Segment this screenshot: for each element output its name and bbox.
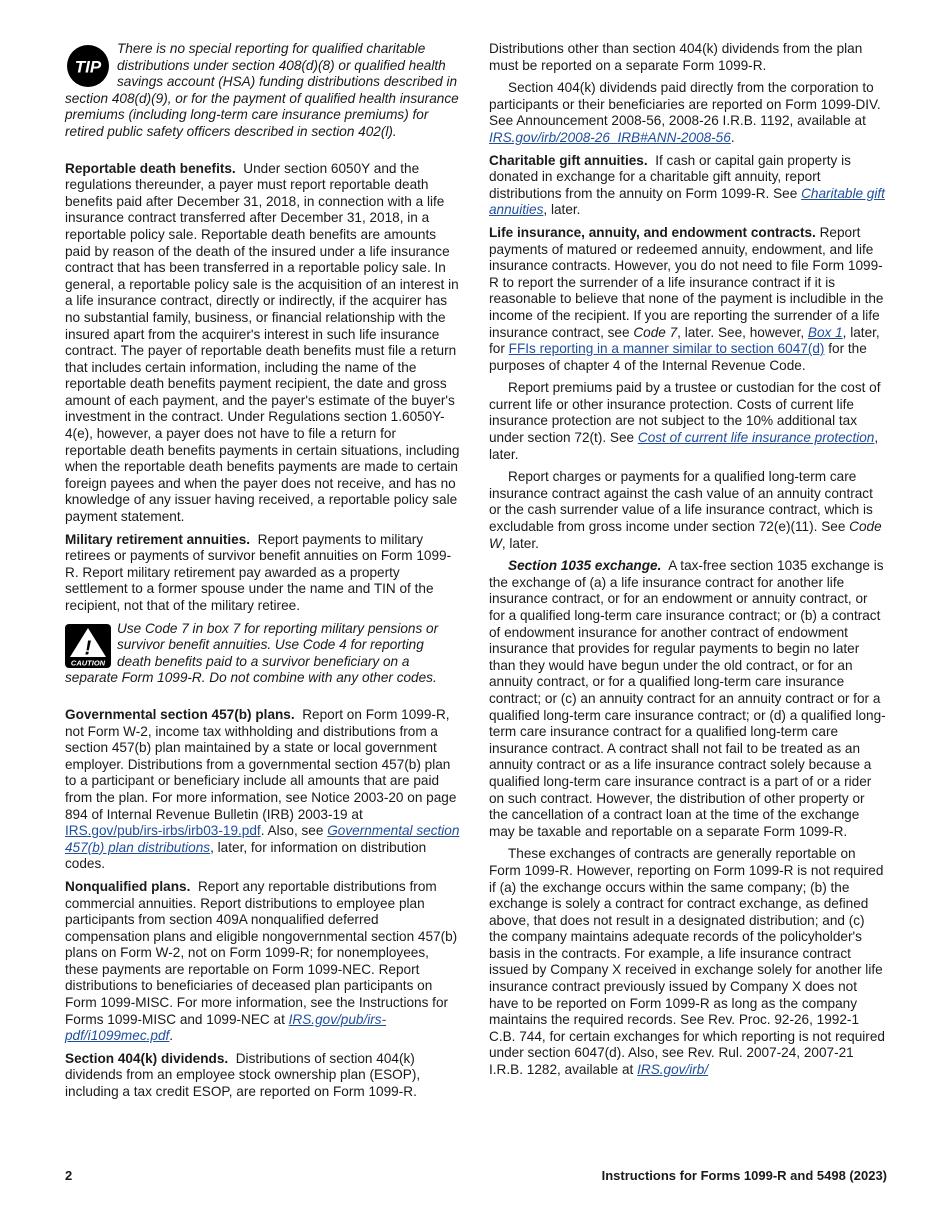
- premiums-text-2: , later.: [489, 430, 879, 462]
- life-insurance-text-3: , later, for: [489, 324, 880, 357]
- nonqualified-plans-heading: Nonqualified plans.: [65, 878, 191, 894]
- caution-icon: [65, 624, 111, 668]
- irs-irb-link[interactable]: IRS.gov/irb/: [637, 1062, 709, 1078]
- dividends-paid-text-2: .: [730, 129, 735, 145]
- governmental-457b-text-2: . Also, see: [260, 823, 328, 839]
- governmental-457b-text-3: , later, for information on distribution codes.: [65, 839, 427, 872]
- nonqualified-plans-paragraph: [65, 879, 460, 1045]
- charitable-gift-text-2: , later.: [543, 202, 581, 218]
- distributions-other-paragraph: Distributions other than section 404(k) dividends from the plan must be reported on a separate Form 1099-R.: [489, 41, 863, 73]
- i1099mec-link[interactable]: IRS.gov/pub/irs-pdf/i1099mec.pdf: [65, 1011, 387, 1044]
- charitable-gift-annuities-link[interactable]: Charitable gift annuities: [489, 185, 885, 218]
- charges-paragraph: [489, 469, 887, 552]
- life-insurance-text-4: for the purposes of chapter 4 of the Internal Revenue Code.: [489, 341, 867, 373]
- life-insurance-heading: Life insurance, annuity, and endowment contracts.: [489, 224, 816, 240]
- nonqualified-plans-text-2: .: [169, 1028, 174, 1044]
- charitable-gift-paragraph: [489, 153, 887, 219]
- left-column: [65, 41, 460, 1107]
- military-retirement-heading: Military retirement annuities.: [65, 531, 251, 547]
- irb03-19-link[interactable]: IRS.gov/pub/irs-irbs/irb03-19.pdf: [65, 823, 261, 839]
- life-insurance-text-1: Report payments of matured or redeemed annuity, endowment, and life insurance contracts. However, you do not need to file Form 1099-R to report the surrender of a life insurance contract if it is reasonable to believe that none of the payment is includible in the income of the recipient. If you are reporting the surrender of a life insurance contract, see: [489, 224, 884, 340]
- premiums-paragraph: [489, 380, 887, 463]
- reportable-death-benefits-paragraph: [65, 161, 460, 526]
- military-retirement-text: Report payments to military retirees or payments of survivor benefit annuities on Form 1099-R. Report military retirement pay awarded as a property settlement to a former spouse under the name and TIN of the recipient, not that of the military retiree.: [65, 531, 452, 613]
- tip-icon: [65, 44, 111, 88]
- tip-note: [65, 41, 460, 141]
- nonqualified-plans-text-1: Report any reportable distributions from commercial annuities. Report distributions to employee plan participants from section 409A nonqualified deferred compensation plans and eligible nongovernmental section 457(b) plans on Form W-2, not on Form 1099-R; for nonemployees, these payments are reportable on Form 1099-NEC. Report distributions to beneficiaries of deceased plan participants on Form 1099-MISC. For more information, see the Instructions for Forms 1099-MISC and 1099-NEC at: [65, 878, 458, 1027]
- governmental-457b-distributions-link[interactable]: Governmental section 457(b) plan distributions: [65, 823, 460, 855]
- reportable-death-benefits-heading: Reportable death benefits.: [65, 160, 236, 176]
- dividends-paid-text-1: Section 404(k) dividends paid directly from the corporation to participants or their beneficiaries are reported on Form 1099-DIV. See Announcement 2008-56, 2008-26 I.R.B. 1192, available at: [489, 80, 881, 129]
- charitable-gift-heading: Charitable gift annuities.: [489, 152, 648, 168]
- charges-text-2: , later.: [501, 535, 539, 551]
- caution-icon-mark: !: [84, 637, 92, 660]
- governmental-457b-paragraph: [65, 707, 460, 873]
- right-column: [489, 41, 887, 1085]
- box-1-link[interactable]: Box 1: [807, 324, 843, 340]
- section-404k-heading: Section 404(k) dividends.: [65, 1050, 229, 1066]
- tip-icon-label: TIP: [74, 57, 102, 77]
- life-insurance-paragraph: [489, 225, 887, 374]
- code-w-ref: Code W: [489, 519, 882, 551]
- exchanges-paragraph: [489, 846, 887, 1078]
- life-insurance-text-2: , later. See, however,: [677, 324, 808, 340]
- section-1035-paragraph: [489, 558, 887, 840]
- caution-text: Use Code 7 in box 7 for reporting military pensions or survivor benefit annuities. Use Code 4 for reporting death benefits paid to a survivor beneficiary on a separate Form 1099-R. Do not combine with any other codes.: [65, 620, 439, 686]
- irb-2008-26-link[interactable]: IRS.gov/irb/2008-26_IRB#ANN-2008-56: [489, 129, 731, 145]
- caution-note: [65, 621, 460, 687]
- cost-current-life-link[interactable]: Cost of current life insurance protection: [637, 430, 875, 446]
- section-404k-text: Distributions of section 404(k) dividends from an employee stock ownership plan (ESOP), including a tax credit ESOP, are reported on Form 1099-R.: [65, 1050, 421, 1100]
- caution-icon-label: CAUTION: [70, 658, 106, 668]
- reportable-death-benefits-text: Under section 6050Y and the regulations thereunder, a payer must report reportable death benefits paid after December 31, 2018, in connection with a life insurance contract transferred after December 31, 2018, in a reportable policy sale. Reportable death benefits are amounts paid by reason of the death of the insured under a life insurance contract that has been transferred in a reportable policy sale. In general, a reportable policy sale is the acquisition of an interest in a life insurance contract, directly or indirectly, if the acquirer has no substantial family, business, or financial relationship with the insured apart from the acquirer's interest in such life insurance contract. The payer of reportable death benefits must file a return that includes certain information, including the name of the reportable death benefits payment recipient, the date and gross amount of each payment, and the payer's estimate of the buyer's investment in the contract. Under Regulations section 1.6050Y-4(e), however, a payer does not have to file a return for reportable death benefits payments in certain situations, including when the reportable death benefits payments are made to certain foreign payees and when the payer does not receive, and has no knowledge of any issuer having received, a reportable policy sale payment statement.: [65, 160, 460, 525]
- section-404k-paragraph: [65, 1051, 460, 1101]
- charges-text-1: Report charges or payments for a qualified long-term care insurance contract against the cash value of an annuity contract or the cash surrender value of a life insurance contract, which is excludable from gross income under section 72(e)(11). See: [489, 469, 873, 535]
- section-1035-heading: Section 1035 exchange.: [508, 558, 662, 574]
- premiums-text-1: Report premiums paid by a trustee or custodian for the cost of current life or other insurance protection. Costs of current life insurance protection are not subject to the 10% additional tax under section 72(t). See: [489, 380, 881, 446]
- charitable-gift-text-1: If cash or capital gain property is donated in exchange for a charitable gift annuity, report distributions from the annuity on Form 1099-R. See: [489, 152, 851, 201]
- tip-text: There is no special reporting for qualified charitable distributions under section 408(d)(8) or qualified health savings account (HSA) funding distributions described in section 408(d)(9), or for the payment of qualified health insurance premiums (including long-term care insurance premiums) for retired public safety officers described in section 402(l).: [65, 41, 459, 139]
- section-1035-text: A tax-free section 1035 exchange is the exchange of (a) a life insurance contract for another life insurance contract, or for an endowment or annuity contract, or for a qualified long-term care insurance contract; or (b) a contract of endowment insurance for another contract of endowment insurance that provides for regular payments to begin no later than they would have begun under the old contract, or for an annuity contract, or for a qualified long-term care insurance contract; or (c) an annuity contract for an annuity contract or for a qualified long-term care insurance contract; or (d) a qualified long-term care insurance contract for a qualified long-term care insurance contract. A contract shall not fail to be treated as an annuity contract or as a life insurance contract solely because a qualified long-term care insurance contract is a part of or a rider on such contract. However, the distribution of other property or the cancellation of a contract loan at the time of the exchange may be taxable and reportable on a separate Form 1099-R.: [489, 558, 886, 839]
- ffis-reporting-link[interactable]: FFIs reporting in a manner similar to section 6047(d): [508, 341, 825, 357]
- code-7-ref: Code 7: [633, 324, 678, 340]
- page-number: 2: [65, 1168, 73, 1183]
- dividends-paid-paragraph: [489, 80, 887, 146]
- military-retirement-paragraph: [65, 532, 460, 615]
- governmental-457b-heading: Governmental section 457(b) plans.: [65, 706, 295, 722]
- footer-title: Instructions for Forms 1099-R and 5498 (2023): [601, 1168, 887, 1183]
- exchanges-text-1: These exchanges of contracts are generally reportable on Form 1099-R. However, reporting on Form 1099-R is not required if (a) the exchange occurs within the same company; (b) the exchange is solely a contract for contract exchange, as defined above, that does not result in a designated distribution; and (c) the company maintains adequate records of the policyholder's basis in the contracts. For example, a life insurance contract issued by Company X received in exchange solely for another life insurance contract previously issued by Company X does not have to be reported on Form 1099-R as long as the company maintains the required records. See Rev. Proc. 92-26, 1992-1 C.B. 744, for certain exchanges for which reporting is not required under section 6047(d). Also, see Rev. Rul. 2007-24, 2007-21 I.R.B. 1282, available at: [489, 846, 885, 1078]
- governmental-457b-text-1: Report on Form 1099-R, not Form W-2, income tax withholding and distributions from a section 457(b) plan maintained by a state or local government employer. Distributions from a governmental section 457(b) plan to a participant or beneficiary include all amounts that are paid from the plan. For more information, see Notice 2003-20 on page 894 of Internal Revenue Bulletin (IRB) 2003-19 at: [65, 706, 457, 822]
